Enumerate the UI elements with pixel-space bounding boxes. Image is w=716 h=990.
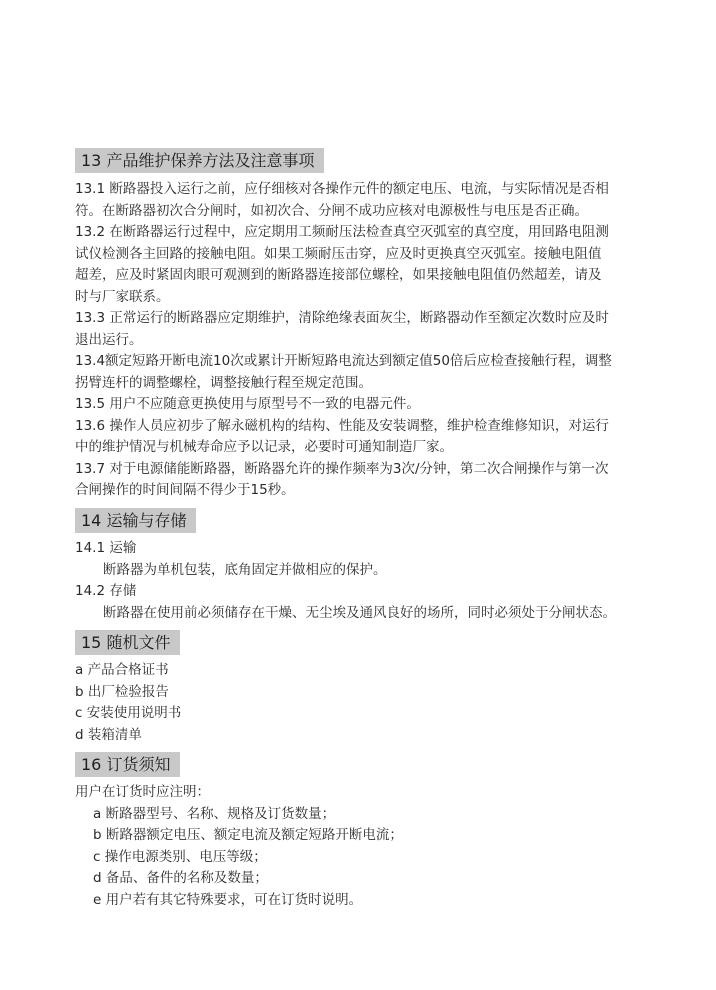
text-line: 中的维护情况与机械寿命应予以记录，必要时可通知制造厂家。 (75, 439, 453, 455)
list-item: b 断路器额定电压、额定电流及额定短路开断电流； (93, 827, 403, 843)
section-15 (75, 630, 655, 746)
text-line: 13.6 操作人员应初步了解永磁机构的结构、性能及安装调整，维护检查维修知识，对运行 (75, 417, 609, 434)
list-item: b 出厂检验报告 (75, 683, 169, 700)
list-item: c 操作电源类别、电压等级； (93, 848, 267, 865)
text-line: 13.7 对于电源储能断路器，断路器允许的操作频率为3次/分钟，第二次合闸操作与第一次 (75, 460, 609, 477)
list-item: c 安装使用说明书 (75, 705, 182, 721)
subsection-text: 断路器为单机包装，底角固定并做相应的保护。 (103, 561, 387, 578)
subsection-title: 14.2 存储 (75, 583, 137, 599)
list-item: a 断路器型号、名称、规格及订货数量； (93, 805, 336, 822)
section-13 (75, 148, 655, 502)
list-item: a 产品合格证书 (75, 662, 169, 678)
section-14 (75, 508, 655, 624)
section-16-heading: 16 订货须知 (75, 752, 180, 777)
text-line: 13.3 正常运行的断路器应定期维护，清除绝缘表面灰尘，断路器动作至额定次数时应及时 (75, 310, 609, 326)
text-line: 符。在断路器初次合分闸时，如初次合、分闸不成功应核对电源极性与电压是否正确。 (75, 202, 588, 219)
section-13-heading: 13 产品维护保养方法及注意事项 (75, 148, 324, 173)
section-13-body (75, 179, 655, 502)
section-16 (75, 752, 655, 911)
section-15-heading: 15 随机文件 (75, 630, 180, 655)
section-14-heading: 14 运输与存储 (75, 508, 196, 533)
subsection-title: 14.1 运输 (75, 540, 137, 556)
list-item: d 备品、备件的名称及数量； (93, 870, 268, 886)
list-item: e 用户若有其它特殊要求，可在订货时说明。 (93, 891, 363, 908)
section-14-body (75, 538, 655, 624)
text-line: 13.4额定短路开断电流10次或累计开断短路电流达到额定值50倍后应检查接触行程，调整 (75, 353, 612, 369)
text-line: 13.1 断路器投入运行之前，应仔细核对各操作元件的额定电压、电流，与实际情况是否相 (75, 181, 609, 197)
text-line: 合闸操作的时间间隔不得少于15秒。 (75, 482, 295, 498)
text-line: 试仪检测各主回路的接触电阻。如果工频耐压击穿，应及时更换真空灭弧室。接触电阻值 (75, 245, 602, 262)
text-line: 拐臂连杆的调整螺栓，调整接触行程至规定范围。 (75, 374, 372, 391)
section-15-list (75, 660, 655, 746)
text-line: 超差，应及时紧固肉眼可观测到的断路器连接部位螺栓，如果接触电阻值仍然超差，请及 (75, 267, 602, 283)
text-line: 时与厂家联系。 (75, 288, 170, 305)
subsection-text: 断路器在使用前必须储存在干燥、无尘埃及通风良好的场所，同时必须处于分闸状态。 (103, 604, 616, 621)
text-line: 13.5 用户不应随意更换使用与原型号不一致的电器元件。 (75, 396, 420, 412)
list-item: d 装箱清单 (75, 726, 142, 743)
intro-text: 用户在订货时应注明： (75, 784, 210, 800)
section-16-body (75, 782, 655, 911)
text-line: 13.2 在断路器运行过程中，应定期用工频耐压法检查真空灭弧室的真空度，用回路电阻测 (75, 224, 609, 240)
text-line: 退出运行。 (75, 331, 143, 348)
